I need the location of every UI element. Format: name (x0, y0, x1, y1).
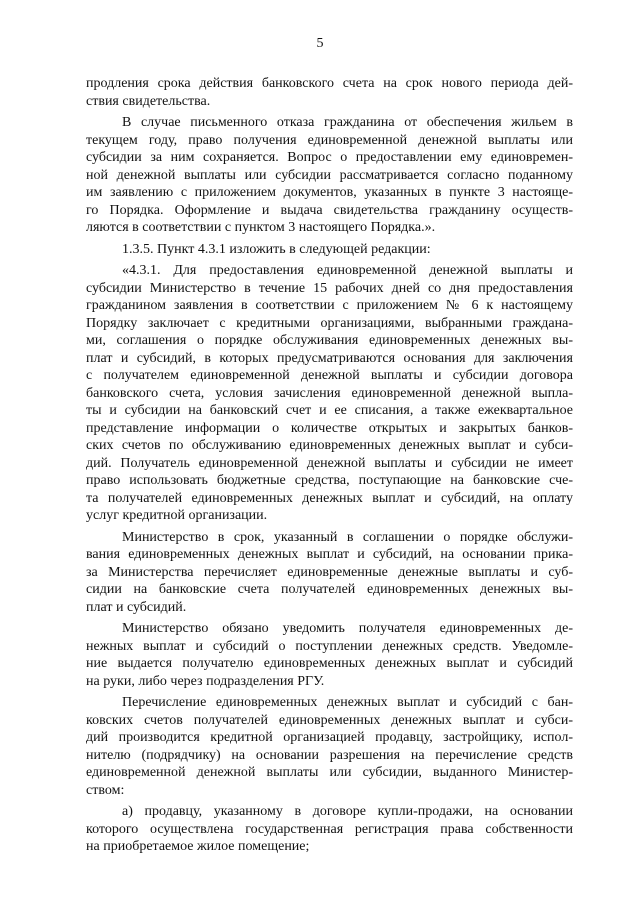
text-line: ских счетов по обслуживанию единовременных денежных выплат и субси- (86, 438, 573, 453)
text-line: Министерство в срок, указанный в соглашении о порядке обслужи- (122, 529, 573, 545)
paragraph (86, 529, 573, 617)
text-line: вания единовременных денежных выплат и субсидий, на основании прика- (86, 547, 573, 562)
text-line: та получателей единовременных денежных выплат и субсидий, на оплату (86, 490, 573, 506)
document-body (86, 75, 573, 860)
paragraph (86, 241, 573, 259)
text-line: ствия свидетельства. (86, 93, 211, 109)
paragraph (86, 114, 573, 237)
text-line: им заявлению с приложением документов, указанных в пункте 3 настояще- (86, 185, 573, 200)
text-line: дий. Получатель единовременной денежной выплаты и субсидии не имеет (86, 455, 573, 471)
text-line: Перечисление единовременных денежных выплат и субсидий с бан- (122, 695, 573, 710)
text-line: ляются в соответствии с пунктом 3 настоящего Порядка.». (86, 220, 436, 235)
paragraph (86, 803, 573, 856)
text-line: «4.3.1. Для предоставления единовременной денежной выплаты и (122, 263, 573, 278)
text-line: плат и субсидий. (86, 599, 187, 615)
text-line: единовременной денежной выплаты или субсидии, выданного Министер- (86, 765, 573, 780)
text-line: ние выдается получателю единовременных денежных выплат и субсидий (86, 656, 573, 671)
paragraph (86, 694, 573, 799)
text-line: нителю (подрядчику) на основании разрешения на перечисление средств (86, 747, 573, 763)
text-line: Порядку заключает с кредитными организациями, выбранными граждана- (86, 315, 573, 331)
text-line: ми, соглашения о порядке обслуживания единовременных денежных вы- (86, 333, 573, 348)
text-line: ством: (86, 782, 125, 798)
text-line: нежных выплат и субсидий о поступлении денежных средств. Уведомле- (86, 638, 573, 654)
paragraph (86, 620, 573, 690)
text-line: на приобретаемое жилое помещение; (86, 839, 310, 854)
text-line: ной денежной выплаты или субсидии рассматривается согласно поданному (86, 167, 573, 183)
paragraph (86, 75, 573, 110)
text-line: субсидии Министерство в течение 15 рабочих дней со дня предоставления (86, 280, 573, 296)
text-line: на руки, либо через подразделения РГУ. (86, 673, 325, 689)
text-line: ковских счетов получателей единовременных денежных выплат и субси- (86, 712, 573, 728)
text-line: текущем году, право получения единовременной денежной выплаты или (86, 132, 573, 148)
text-line: представление информации о количестве открытых и закрытых банков- (86, 420, 573, 436)
text-line: а) продавцу, указанному в договоре купли-продажи, на основании (122, 804, 573, 819)
text-line: субсидии за ним сохраняется. Вопрос о предоставлении ему единовремен- (86, 150, 573, 165)
text-line: которого осуществлена государственная регистрация права собственности (86, 821, 573, 837)
text-line: 1.3.5. Пункт 4.3.1 изложить в следующей редакции: (122, 241, 431, 257)
text-line: плат и субсидий, в которых предусматриваются основания для заключения (86, 350, 573, 366)
text-line: с получателем единовременной денежной выплаты и субсидии договора (86, 368, 573, 383)
text-line: гражданином заявления в соответствии с приложением № 6 к настоящему (86, 298, 573, 313)
text-line: го Порядка. Оформление и выдача свидетельства гражданину осуществ- (86, 202, 573, 218)
page-number: 5 (316, 36, 324, 51)
text-line: банковского счета, условия зачисления единовременной денежной выпла- (86, 385, 573, 401)
text-line: Министерство обязано уведомить получателя единовременных де- (122, 621, 573, 636)
text-line: услуг кредитной организации. (86, 508, 268, 523)
text-line: ты и субсидии на банковский счет и ее списания, а также ежеквартальное (86, 403, 573, 418)
text-line: право использовать бюджетные средства, поступающие на банковские сче- (86, 473, 573, 488)
text-line: дий производится кредитной организацией продавцу, застройщику, испол- (86, 730, 573, 745)
paragraph (86, 262, 573, 525)
text-line: за Министерства перечисляет единовременные денежные выплаты и суб- (86, 564, 573, 580)
text-line: сидии на банковские счета получателей единовременных денежных вы- (86, 582, 573, 597)
text-line: В случае письменного отказа гражданина от обеспечения жильем в (122, 115, 573, 130)
text-line: продления срока действия банковского счета на срок нового периода дей- (86, 76, 573, 91)
